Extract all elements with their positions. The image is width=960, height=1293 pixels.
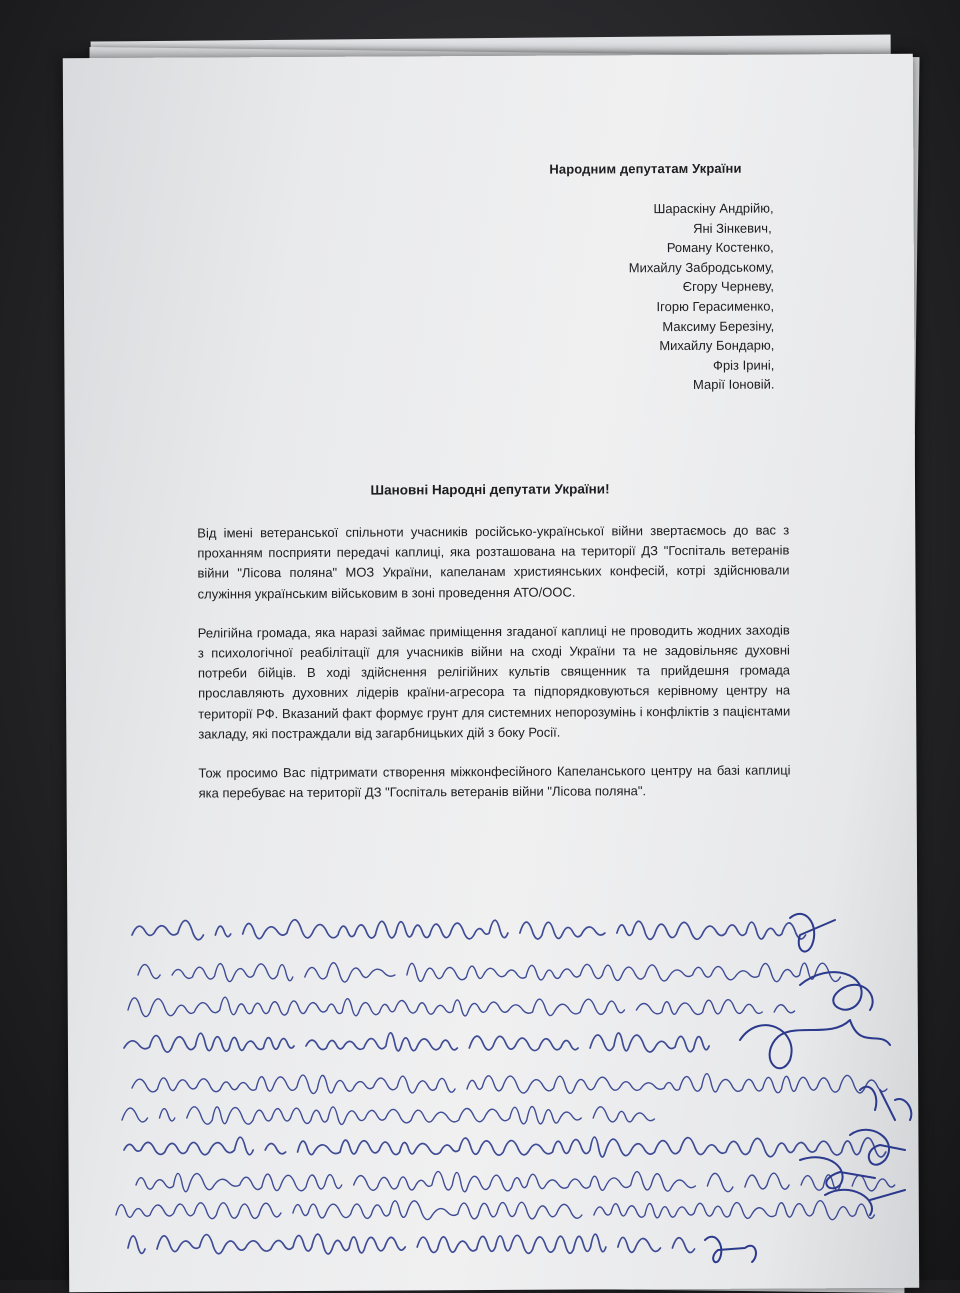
recipients-list [454, 199, 775, 397]
recipient: Марії Іоновій. [692, 376, 775, 393]
body-paragraph: Релігійна громада, яка наразі займає приміщення згаданої каплиці не проводить жодних заходів з психологічної реабілітації для учасників війни на сході України та не задовільняє духовні потреби бійців. В ході здійснення релігійних культів священник та прийдешня громада прославляють духовних лідерів країни-агресора та підпорядковуються керівному центру на території РФ. Вказаний факт формує грунт для системних непорозумінь і конфліктів з пацієнтами закладу, які постраждали від загарбницьких дій з боку Росії. [197, 622, 791, 742]
recipient: Яні Зінкевич, [693, 220, 772, 236]
recipient: Єгору Черневу, [682, 278, 775, 295]
recipient: Михайлу Бондарю, [659, 337, 775, 354]
recipient: Ігорю Герасименко, [656, 298, 775, 315]
letter-body [197, 520, 791, 823]
body-paragraph: Тож просимо Вас підтримати створення міжконфесійного Капеланського центру на базі каплиці яка перебуває на території ДЗ "Госпіталь ветеранів війни "Лісова поляна". [198, 762, 791, 801]
recipient: Роману Костенко, [666, 239, 774, 256]
letter-page [63, 54, 919, 1292]
recipient: Максиму Березіну, [662, 318, 775, 334]
addressee-title: Народним депутатам України [549, 160, 742, 177]
recipient: Шараскіну Андрійю, [653, 200, 774, 217]
recipient: Фріз Ірині, [712, 357, 775, 373]
body-paragraph: Від імені ветеранської спільноти учасників російсько-української війни звертаємось до вас з проханням посприяти передачі каплиці, яка розташована на території ДЗ "Госпіталь ветеранів війни "Лісова поляна" МОЗ України, капеланам християнських конфесій, котрі здійснювали служіння українським військовим в зоні проведення АТО/ООС. [197, 522, 790, 602]
recipient: Михайлу Забродському, [628, 259, 774, 276]
salutation: Шановні Народні депутати України! [370, 481, 610, 498]
